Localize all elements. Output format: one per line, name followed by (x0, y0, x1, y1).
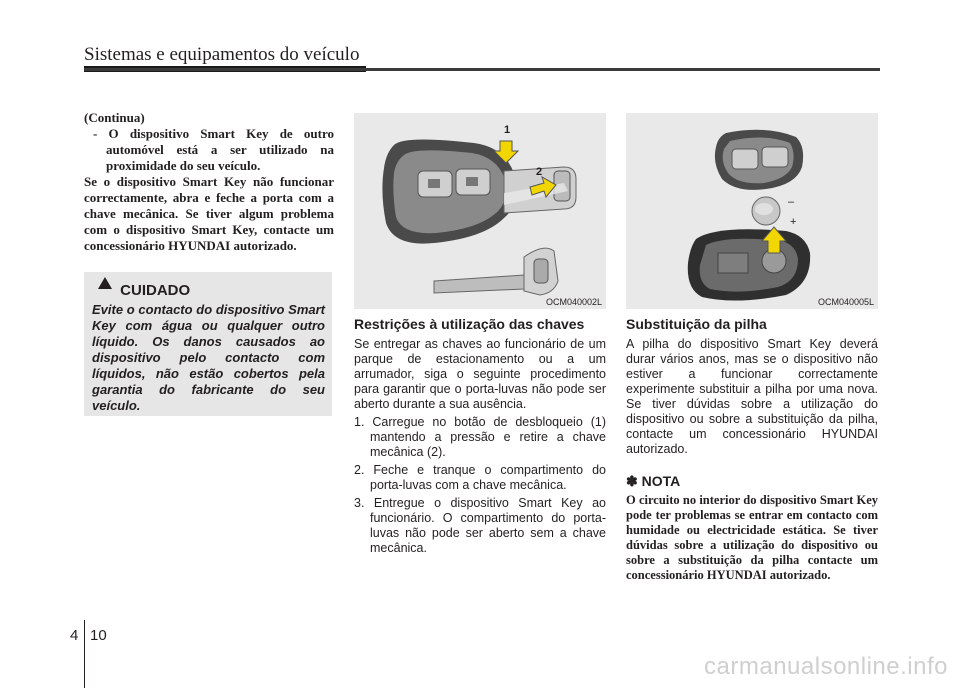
bullet-text: - O dispositivo Smart Key de outro automóvel está a ser utilizado na proximidade do seu veículo. (93, 126, 334, 173)
page-header-title: Sistemas e equipamentos do veículo (84, 44, 360, 65)
battery-section (626, 316, 878, 583)
minus-sign: – (788, 196, 795, 208)
caution-text: Evite o contacto do dispositivo Smart Key com água ou qualquer outro líquido. Os danos causados ao dispositivo pelo contacto com líquidos, não estão cobertos pela garantia do fabricante do seu veículo. (92, 302, 325, 413)
left-column (84, 110, 334, 254)
list-item: 2. Feche e tranque o compartimento do porta-luvas com a chave mecânica. (354, 463, 606, 492)
page-number: 10 (90, 627, 107, 644)
battery-illustration (626, 113, 878, 309)
figure-code: OCM040005L (817, 297, 874, 307)
restrictions-section (354, 316, 606, 559)
list-item: 1. Carregue no botão de desbloqueio (1) mantendo a pressão e retire a chave mecânica (2). (354, 415, 606, 459)
continued-label: (Continua) (84, 110, 145, 125)
figure-key-removal (354, 113, 606, 309)
figure-code: OCM040002L (545, 297, 602, 307)
caution-header (98, 282, 190, 299)
nota-text: O circuito no interior do dispositivo Smart Key pode ter problemas se entrar em contacto com humidade ou electricidade estática. Se tiver dúvidas sobre a utilização do dispositivo ou sobre a substituição da pilha contacte um concessionário HYUNDAI autorizado. (626, 493, 878, 582)
list-item: 3. Entregue o dispositivo Smart Key ao funcionário. O compartimento do porta-luvas não pode ser aberto sem a chave mecânica. (354, 496, 606, 555)
smart-key-fob-icon (382, 139, 516, 243)
figure-battery-replacement (626, 113, 878, 309)
restrictions-steps (354, 415, 606, 556)
section-number: 4 (70, 627, 79, 644)
open-key-housing-icon (688, 229, 810, 300)
plus-sign: + (790, 216, 797, 228)
caution-box (84, 272, 332, 416)
nota-title: ✽ NOTA (626, 473, 681, 489)
label-2: 2 (536, 166, 543, 178)
watermark: carmanualsonline.info (704, 653, 948, 680)
footer-rule (84, 620, 85, 688)
warning-triangle-icon (98, 277, 112, 289)
coin-battery-icon (752, 197, 780, 225)
battery-title: Substituição da pilha (626, 316, 767, 332)
paragraph-text: Se o dispositivo Smart Key não funcionar correctamente, abra e feche a porta com a chave mecânica. Se tiver algum problema com o dispositivo Smart Key, contacte um concessionário HYUNDAI autorizado. (84, 174, 334, 253)
battery-text: A pilha do dispositivo Smart Key deverá durar vários anos, mas se o dispositivo não estiver a funcionar correctamente experimente substituir a pilha por uma nova. Se tiver dúvidas sobre a utilização do dispositivo ou sobre a substituição da pilha, contacte um concessionário HYUNDAI autorizado. (626, 337, 878, 456)
spare-key-icon (434, 248, 558, 295)
smart-key-fob-icon (715, 130, 803, 190)
caution-title: CUIDADO (120, 282, 191, 299)
key-removal-illustration (354, 113, 606, 309)
label-1: 1 (504, 124, 511, 136)
header-rule (84, 68, 880, 71)
restrictions-title: Restrições à utilização das chaves (354, 316, 585, 332)
restrictions-intro: Se entregar as chaves ao funcionário de um parque de estacionamento ou a um arrumador, siga o seguinte procedimento para garantir que o porta-luvas não pode ser aberto durante a sua ausência. (354, 337, 606, 411)
